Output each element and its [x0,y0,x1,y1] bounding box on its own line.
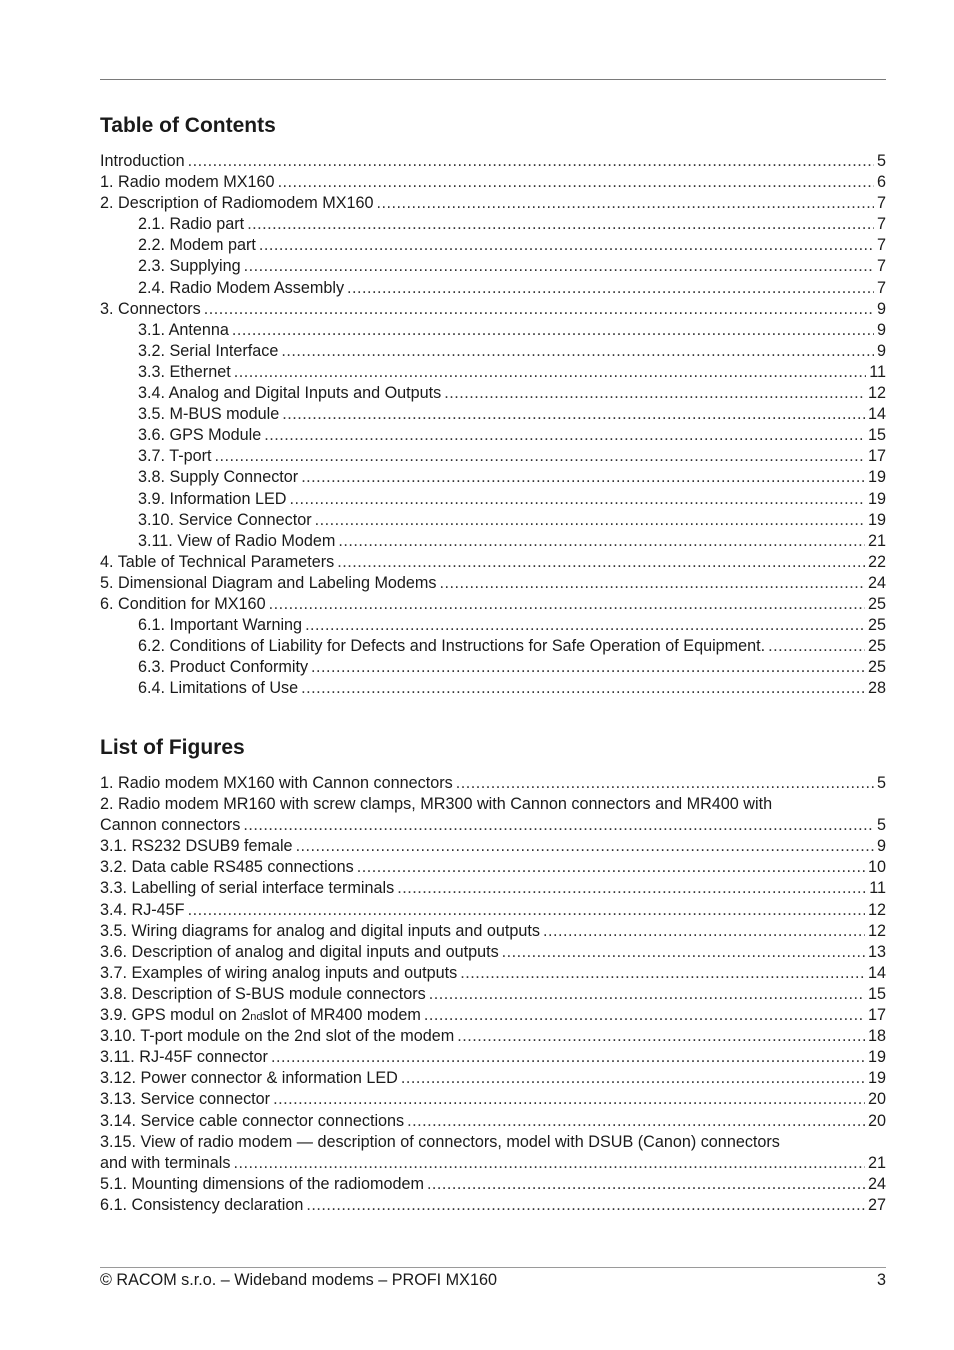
lof-entry-title: 3.6. Description of analog and digital inputs and outputs [100,942,499,961]
lof-entry[interactable] [100,1068,886,1089]
dot-leader [315,510,865,531]
dot-leader [204,299,874,320]
dot-leader [337,552,865,573]
lof-entry-title: 3.12. Power connector & information LED [100,1069,398,1088]
toc-entry-title: 3.3. Ethernet [138,362,231,381]
footer-copyright: © RACOM s.r.o. – Wideband modems – PROFI MX160 [100,1271,497,1289]
lof-entry-title: 3.4. RJ-45F [100,900,185,919]
lof-entry-page-number: 15 [867,984,886,1003]
lof-entry-page-number: 18 [867,1027,886,1046]
toc-entry-page-number: 7 [876,257,886,276]
toc-entry[interactable] [100,404,886,425]
toc-entry[interactable] [100,531,886,552]
toc-entry[interactable] [100,425,886,446]
toc-entry[interactable] [100,467,886,488]
lof-entry[interactable] [100,857,886,878]
lof-entry-title: 3.13. Service connector [100,1090,271,1109]
lof-entry-title: 3.11. RJ-45F connector [100,1048,268,1067]
toc-entry-title: 2.1. Radio part [138,215,245,234]
lof-entry[interactable] [100,1089,886,1110]
page-footer [100,1270,886,1290]
toc-entry-title: 3.9. Information LED [138,489,287,508]
dot-leader [407,1111,865,1132]
dot-leader [259,235,874,256]
toc-entry-title: 6.4. Limitations of Use [138,679,299,698]
toc-title: Table of Contents [100,114,276,137]
lof-entry-title: 3.9. GPS modul on 2 [100,1006,251,1025]
dot-leader [296,836,874,857]
toc-entry-page-number: 19 [867,510,886,529]
dot-leader [306,1195,865,1216]
lof-entry-page-number: 9 [876,837,886,856]
toc-entry[interactable] [100,489,886,510]
dot-leader [502,942,865,963]
lof-entry-title: 3.10. T-port module on the 2nd slot of the modem [100,1027,455,1046]
dot-leader [278,172,874,193]
lof-entry-page-number: 24 [867,1174,886,1193]
lof-entry[interactable] [100,1174,886,1195]
lof-entry-page-number: 12 [867,900,886,919]
toc-entry[interactable] [100,151,886,172]
toc-entry-page-number: 9 [876,320,886,339]
toc-entry-title: 3.6. GPS Module [138,426,262,445]
toc-entry-page-number: 14 [867,405,886,424]
toc-entry[interactable] [100,235,886,256]
lof-entry[interactable] [100,1047,886,1068]
toc-list [100,151,886,699]
lof-entry-title-tail: slot of MR400 modem [262,1006,421,1025]
toc-entry-title: 2.4. Radio Modem Assembly [138,278,345,297]
lof-entry-page-number: 21 [867,1153,886,1172]
lof-entry[interactable] [100,1195,886,1216]
toc-entry[interactable] [100,278,886,299]
dot-leader [301,678,865,699]
lof-entry-page-number: 5 [876,774,886,792]
lof-entry[interactable] [100,963,886,984]
lof-entry[interactable] [100,815,886,836]
dot-leader [338,531,865,552]
toc-entry-title: 6. Condition for MX160 [100,594,266,613]
lof-entry[interactable] [100,836,886,857]
lof-entry-page-number: 27 [867,1195,886,1214]
footer-rule [100,1267,886,1268]
dot-leader [243,815,874,836]
lof-entry-page-number: 11 [869,879,886,898]
toc-entry-page-number: 11 [869,362,886,381]
toc-entry[interactable] [100,510,886,531]
dot-leader [234,362,866,383]
lof-entry-page-number: 20 [867,1111,886,1130]
lof-entry-title: 2. Radio modem MR160 with screw clamps, MR300 with Cannon connectors and MR400 with [100,795,773,814]
toc-entry-page-number: 22 [867,552,886,571]
toc-entry-title: Introduction [100,152,185,170]
toc-entry-page-number: 6 [876,173,886,192]
dot-leader [289,489,865,510]
dot-leader [271,1047,865,1068]
toc-entry[interactable] [100,320,886,341]
toc-entry-page-number: 7 [876,194,886,213]
lof-entry-title: 3.1. RS232 DSUB9 female [100,837,293,856]
dot-leader [377,193,874,214]
lof-entry[interactable] [100,1111,886,1132]
toc-entry-title: 2.2. Modem part [138,236,256,255]
lof-entry[interactable] [100,1132,886,1153]
toc-entry-title: 2.3. Supplying [138,257,241,276]
lof-entry-title: 3.2. Data cable RS485 connections [100,858,354,877]
lof-entry-page-number: 14 [867,963,886,982]
dot-leader [440,573,865,594]
toc-entry-page-number: 19 [867,489,886,508]
dot-leader [232,320,874,341]
toc-entry[interactable] [100,573,886,594]
lof-entry-title: 3.8. Description of S-BUS module connectors [100,984,426,1003]
dot-leader [768,636,865,657]
toc-entry-title: 3.10. Service Connector [138,510,312,529]
toc-entry-page-number: 9 [876,341,886,360]
dot-leader [347,278,874,299]
dot-leader [401,1068,865,1089]
toc-entry-page-number: 7 [876,278,886,297]
lof-entry[interactable] [100,878,886,899]
toc-entry[interactable] [100,657,886,678]
lof-entry-page-number: 5 [876,816,886,835]
lof-entry-title: 3.7. Examples of wiring analog inputs and outputs [100,963,458,982]
dot-leader [269,594,865,615]
lof-title: List of Figures [100,736,245,759]
toc-entry[interactable] [100,299,886,320]
toc-entry-page-number: 28 [867,679,886,698]
toc-entry-title: 3.11. View of Radio Modem [138,531,336,550]
dot-leader [397,878,866,899]
dot-leader [460,963,865,984]
toc-entry[interactable] [100,362,886,383]
toc-entry-page-number: 15 [867,426,886,445]
lof-entry-page-number: 19 [867,1048,886,1067]
dot-leader [244,256,874,277]
toc-entry-title: 3.2. Serial Interface [138,341,279,360]
toc-entry[interactable] [100,615,886,636]
dot-leader [543,921,865,942]
toc-entry-title: 6.3. Product Conformity [138,658,309,677]
dot-leader [301,467,865,488]
lof-entry-title: 3.5. Wiring diagrams for analog and digital inputs and outputs [100,921,541,940]
dot-leader [444,383,865,404]
dot-leader [305,615,865,636]
lof-entry-title: 3.3. Labelling of serial interface terminals [100,879,395,898]
toc-entry[interactable] [100,636,886,657]
toc-entry-page-number: 25 [867,594,886,613]
lof-entry-page-number: 13 [867,942,886,961]
toc-entry[interactable] [100,214,886,235]
toc-entry[interactable] [100,193,886,214]
dot-leader [247,214,874,235]
dot-leader [281,341,874,362]
toc-entry-title: 3.5. M-BUS module [138,405,280,424]
dot-leader [424,1005,865,1026]
lof-entry-page-number: 19 [867,1069,886,1088]
toc-entry-title: 2. Description of Radiomodem MX160 [100,194,374,213]
lof-entry-title: 6.1. Consistency declaration [100,1195,304,1214]
toc-entry[interactable] [100,256,886,277]
lof-entry-title: and with terminals [100,1153,231,1172]
lof-entry[interactable]: 3.9. GPS modul on 2 nd slot of MR400 modem ..... 17 [100,1005,886,1026]
toc-entry[interactable] [100,172,886,193]
dot-leader [282,404,865,425]
lof-entry-page-number: 12 [867,921,886,940]
dot-leader [233,1153,865,1174]
toc-entry[interactable] [100,341,886,362]
dot-leader [264,425,865,446]
dot-leader [311,657,865,678]
lof-entry[interactable] [100,1026,886,1047]
toc-entry[interactable] [100,594,886,615]
dot-leader [188,900,865,921]
toc-entry-page-number: 9 [876,299,886,318]
lof-entry[interactable] [100,1153,886,1174]
toc-entry[interactable] [100,383,886,404]
toc-entry-page-number: 12 [867,384,886,403]
toc-entry-page-number: 24 [867,573,886,592]
toc-entry-page-number: 25 [867,658,886,677]
lof-list [100,773,886,1216]
dot-leader [357,857,865,878]
toc-entry[interactable] [100,446,886,467]
lof-entry[interactable] [100,921,886,942]
header-rule [100,79,886,80]
lof-entry-title: 1. Radio modem MX160 with Cannon connectors [100,774,453,792]
toc-entry-title: 6.2. Conditions of Liability for Defects and Instructions for Safe Operation of Equipment. [138,637,766,656]
toc-entry-title: 3.1. Antenna [138,320,229,339]
toc-entry-page-number: 7 [876,215,886,234]
toc-entry-title: 3.4. Analog and Digital Inputs and Outputs [138,384,442,403]
toc-entry-page-number: 5 [876,152,886,170]
toc-entry-page-number: 25 [867,637,886,656]
dot-leader [457,1026,865,1047]
lof-entry[interactable] [100,794,886,815]
lof-entry[interactable] [100,900,886,921]
dot-leader [429,984,865,1005]
lof-entry[interactable] [100,942,886,963]
lof-entry[interactable] [100,773,886,794]
lof-entry-title: 3.14. Service cable connector connections [100,1111,405,1130]
toc-entry-title: 3.7. T-port [138,447,212,466]
footer-page-number: 3 [876,1271,886,1289]
toc-entry-title: 5. Dimensional Diagram and Labeling Modems [100,573,437,592]
lof-entry-page-number: 20 [867,1090,886,1109]
toc-entry-title: 1. Radio modem MX160 [100,173,275,192]
dot-leader [427,1174,865,1195]
toc-entry-title: 3. Connectors [100,299,201,318]
toc-entry-title: 6.1. Important Warning [138,616,303,635]
toc-entry-title: 4. Table of Technical Parameters [100,552,335,571]
toc-entry-page-number: 7 [876,236,886,255]
dot-leader [456,773,874,794]
dot-leader [188,151,874,172]
toc-entry-title: 3.8. Supply Connector [138,468,299,487]
lof-entry-title: Cannon connectors [100,816,241,835]
dot-leader [214,446,865,467]
toc-entry-page-number: 25 [867,616,886,635]
toc-entry-page-number: 17 [867,447,886,466]
lof-entry-page-number: 17 [867,1006,886,1025]
lof-entry[interactable] [100,984,886,1005]
toc-entry-page-number: 21 [867,531,886,550]
lof-entry-page-number: 10 [867,858,886,877]
lof-entry-title: 3.15. View of radio modem — description of connectors, model with DSUB (Canon) connectors [100,1132,780,1151]
toc-entry-page-number: 19 [867,468,886,487]
toc-entry[interactable] [100,678,886,699]
lof-entry-title: 5.1. Mounting dimensions of the radiomodem [100,1174,424,1193]
dot-leader [273,1089,865,1110]
toc-entry[interactable] [100,552,886,573]
